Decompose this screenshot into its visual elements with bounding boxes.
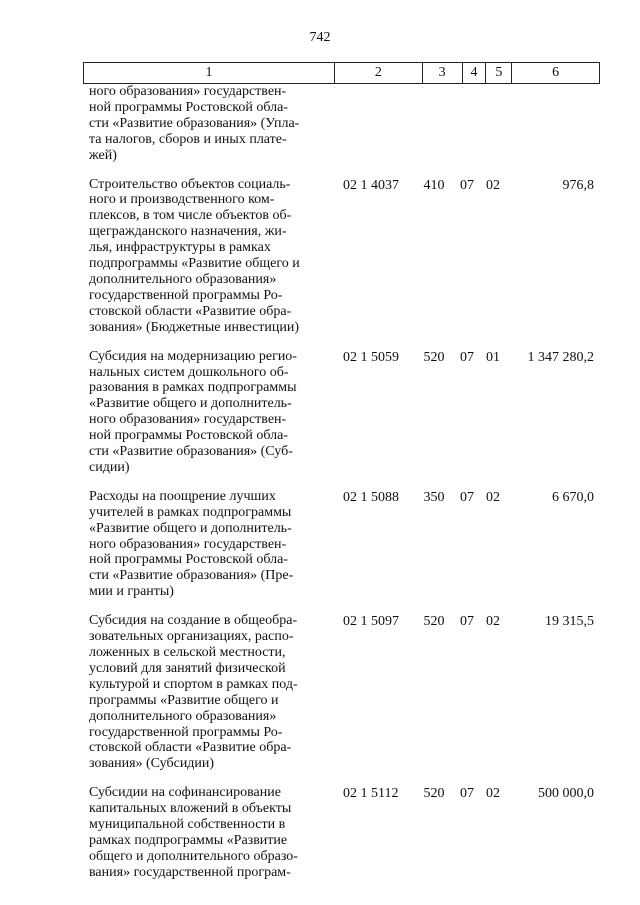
- column-header-2: 2: [335, 63, 423, 83]
- column-header-4: 4: [463, 63, 487, 83]
- row-col5: 02: [486, 177, 500, 193]
- row-col3: 410: [423, 177, 445, 193]
- row-col3: 520: [423, 349, 445, 365]
- table-header: [83, 62, 600, 84]
- row-col4: [453, 84, 481, 85]
- row-amount: [505, 84, 594, 85]
- row-code: 02 1 5088: [343, 489, 399, 505]
- table-row: [83, 785, 600, 880]
- row-col3: 350: [423, 489, 445, 505]
- row-description: Субсидия на модернизацию регио- нальных систем дошкольного об- разования в рамках подпрограммы «Развитие общего и дополнитель- ного образования» государствен- ной программы Ростовской обла- сти «Развитие образования» (Суб- сидии): [89, 348, 297, 475]
- table-row: [83, 489, 600, 600]
- row-col5: 02: [486, 786, 500, 802]
- column-header-3: 3: [423, 63, 463, 83]
- column-header-1: 1: [84, 63, 335, 83]
- row-description: Строительство объектов социаль- ного и производственного ком- плексов, в том числе объектов об- щегражданского назначения, жи- лья, инфраструктуры в рамках подпрограммы «Развитие общего и дополнительного образования» государственной программы Ро- стовской области «Развитие обра- зования» (Бюджетные инвестиции): [89, 176, 300, 335]
- row-description: Расходы на поощрение лучших учителей в рамках подпрограммы «Развитие общего и дополнитель- ного образования» государствен- ной программы Ростовской обла- сти «Развитие образования» (Пре- мии и гранты): [89, 488, 294, 600]
- row-col4: 07: [460, 614, 474, 630]
- row-code: 02 1 4037: [343, 177, 399, 193]
- row-amount: 6 670,0: [552, 489, 594, 505]
- table-row: [83, 349, 600, 476]
- row-code: 02 1 5112: [343, 786, 399, 802]
- row-description: ного образования» государствен- ной программы Ростовской обла- сти «Развитие образования» (Упла- та налогов, сборов и иных плате- жей): [89, 84, 300, 163]
- table-body: [83, 84, 600, 881]
- table-row: [83, 177, 600, 336]
- row-amount: 500 000,0: [538, 786, 594, 802]
- row-col5: 02: [486, 614, 500, 630]
- row-col5: 01: [486, 349, 500, 365]
- row-col3: [415, 84, 453, 85]
- row-amount: 976,8: [562, 177, 594, 193]
- column-header-6: 6: [552, 65, 560, 80]
- table-row: [83, 84, 600, 164]
- row-col3: 520: [423, 786, 445, 802]
- page-number: 742: [309, 30, 331, 45]
- table-row: [83, 613, 600, 772]
- column-header-5: 5: [486, 63, 512, 83]
- row-code: 02 1 5097: [343, 614, 399, 630]
- row-amount: 19 315,5: [545, 614, 594, 630]
- row-description: Субсидия на создание в общеобра- зовательных организациях, распо- ложенных в сельской местности, условий для занятий физической культурой и спортом в рамках под- программы «Развитие общего и дополнительного образования» государственной программы Ро- стовской области «Развитие обра- зования» (Субсидии): [89, 613, 298, 772]
- row-description: Субсидии на софинансирование капитальных вложений в объекты муниципальной собственности в рамках подпрограммы «Развитие общего и дополнительного образо- вания» государственной програм-: [89, 785, 298, 880]
- row-col4: 07: [460, 177, 474, 193]
- row-col5: 02: [486, 489, 500, 505]
- row-code: 02 1 5059: [343, 349, 399, 365]
- row-col4: 07: [460, 489, 474, 505]
- row-col3: 520: [423, 614, 445, 630]
- row-col4: 07: [460, 349, 474, 365]
- row-col5: [481, 84, 505, 85]
- row-amount: 1 347 280,2: [527, 349, 594, 365]
- row-code: [343, 84, 415, 85]
- row-col4: 07: [460, 786, 474, 802]
